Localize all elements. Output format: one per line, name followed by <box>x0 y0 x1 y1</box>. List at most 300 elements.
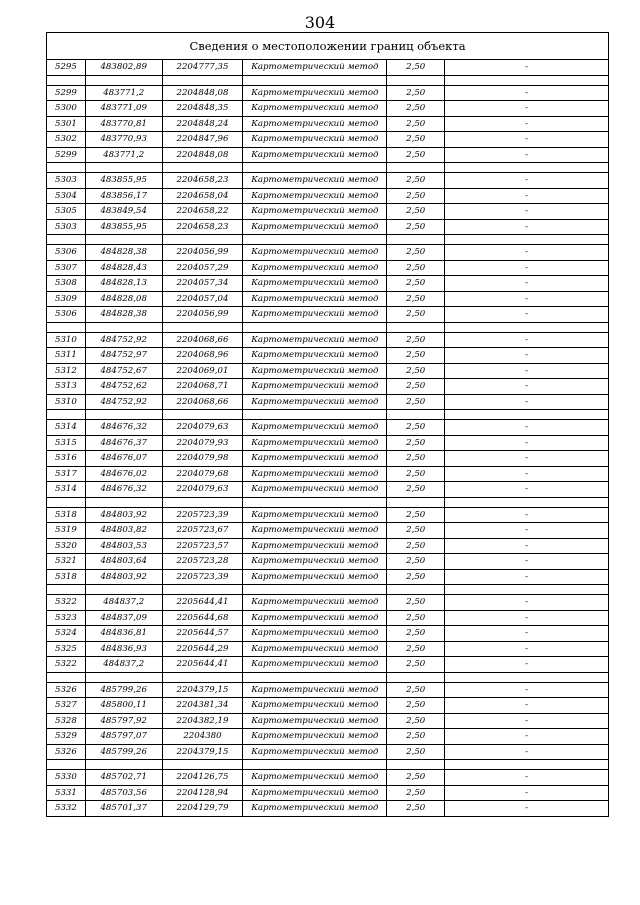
separator-cell <box>162 760 243 770</box>
accuracy-cell: 2,50 <box>387 744 445 760</box>
description-cell: - <box>445 291 609 307</box>
x-coordinate-cell: 485797,07 <box>85 729 162 745</box>
description-cell: - <box>445 307 609 323</box>
y-coordinate-cell: 2204380 <box>162 729 243 745</box>
description-cell: - <box>445 538 609 554</box>
method-cell: Картометрический метод <box>243 569 387 585</box>
accuracy-cell: 2,50 <box>387 523 445 539</box>
separator-cell <box>445 672 609 682</box>
point-number-cell: 5308 <box>47 276 86 292</box>
description-cell: - <box>445 245 609 261</box>
separator-cell <box>162 672 243 682</box>
accuracy-cell: 2,50 <box>387 173 445 189</box>
method-cell: Картометрический метод <box>243 657 387 673</box>
accuracy-cell: 2,50 <box>387 435 445 451</box>
method-cell: Картометрический метод <box>243 801 387 817</box>
point-number-cell: 5313 <box>47 379 86 395</box>
point-number-cell: 5330 <box>47 770 86 786</box>
point-number-cell: 5315 <box>47 435 86 451</box>
table-row <box>47 554 609 570</box>
x-coordinate-cell: 484803,92 <box>85 507 162 523</box>
separator-cell <box>162 322 243 332</box>
y-coordinate-cell: 2204777,35 <box>162 60 243 76</box>
method-cell: Картометрический метод <box>243 451 387 467</box>
point-number-cell: 5319 <box>47 523 86 539</box>
method-cell: Картометрический метод <box>243 379 387 395</box>
x-coordinate-cell: 484752,62 <box>85 379 162 395</box>
point-number-cell: 5322 <box>47 595 86 611</box>
accuracy-cell: 2,50 <box>387 348 445 364</box>
point-number-cell: 5320 <box>47 538 86 554</box>
point-number-cell: 5332 <box>47 801 86 817</box>
x-coordinate-cell: 483770,93 <box>85 132 162 148</box>
x-coordinate-cell: 483802,89 <box>85 60 162 76</box>
y-coordinate-cell: 2205723,57 <box>162 538 243 554</box>
method-cell: Картометрический метод <box>243 507 387 523</box>
y-coordinate-cell: 2205644,41 <box>162 657 243 673</box>
accuracy-cell: 2,50 <box>387 363 445 379</box>
group-separator-row <box>47 672 609 682</box>
table-row <box>47 729 609 745</box>
y-coordinate-cell: 2204079,63 <box>162 420 243 436</box>
separator-cell <box>445 585 609 595</box>
table-row <box>47 204 609 220</box>
y-coordinate-cell: 2204848,24 <box>162 116 243 132</box>
description-cell: - <box>445 132 609 148</box>
table-row <box>47 713 609 729</box>
table-row <box>47 785 609 801</box>
y-coordinate-cell: 2205723,39 <box>162 569 243 585</box>
point-number-cell: 5304 <box>47 188 86 204</box>
y-coordinate-cell: 2204658,22 <box>162 204 243 220</box>
x-coordinate-cell: 484676,02 <box>85 466 162 482</box>
separator-cell <box>243 760 387 770</box>
description-cell: - <box>445 394 609 410</box>
x-coordinate-cell: 485800,11 <box>85 698 162 714</box>
point-number-cell: 5328 <box>47 713 86 729</box>
table-row <box>47 60 609 76</box>
table-row <box>47 595 609 611</box>
table-row <box>47 770 609 786</box>
y-coordinate-cell: 2204068,66 <box>162 394 243 410</box>
table-row <box>47 626 609 642</box>
point-number-cell: 5316 <box>47 451 86 467</box>
table-row <box>47 538 609 554</box>
point-number-cell: 5314 <box>47 420 86 436</box>
table-row <box>47 85 609 101</box>
x-coordinate-cell: 483771,2 <box>85 147 162 163</box>
accuracy-cell: 2,50 <box>387 610 445 626</box>
x-coordinate-cell: 484837,2 <box>85 657 162 673</box>
point-number-cell: 5303 <box>47 219 86 235</box>
description-cell: - <box>445 348 609 364</box>
description-cell: - <box>445 554 609 570</box>
separator-cell <box>85 672 162 682</box>
group-separator-row <box>47 760 609 770</box>
separator-cell <box>47 672 86 682</box>
separator-cell <box>445 235 609 245</box>
separator-cell <box>85 235 162 245</box>
table-row <box>47 101 609 117</box>
method-cell: Картометрический метод <box>243 785 387 801</box>
accuracy-cell: 2,50 <box>387 307 445 323</box>
point-number-cell: 5318 <box>47 507 86 523</box>
separator-cell <box>445 497 609 507</box>
description-cell: - <box>445 657 609 673</box>
accuracy-cell: 2,50 <box>387 785 445 801</box>
point-number-cell: 5300 <box>47 101 86 117</box>
method-cell: Картометрический метод <box>243 348 387 364</box>
separator-cell <box>85 497 162 507</box>
point-number-cell: 5301 <box>47 116 86 132</box>
accuracy-cell: 2,50 <box>387 394 445 410</box>
y-coordinate-cell: 2204658,23 <box>162 173 243 189</box>
method-cell: Картометрический метод <box>243 116 387 132</box>
x-coordinate-cell: 484676,32 <box>85 482 162 498</box>
description-cell: - <box>445 116 609 132</box>
method-cell: Картометрический метод <box>243 332 387 348</box>
x-coordinate-cell: 484836,93 <box>85 641 162 657</box>
table-row <box>47 363 609 379</box>
description-cell: - <box>445 801 609 817</box>
point-number-cell: 5295 <box>47 60 86 76</box>
separator-cell <box>387 75 445 85</box>
accuracy-cell: 2,50 <box>387 626 445 642</box>
accuracy-cell: 2,50 <box>387 60 445 76</box>
table-row <box>47 260 609 276</box>
y-coordinate-cell: 2204068,66 <box>162 332 243 348</box>
accuracy-cell: 2,50 <box>387 729 445 745</box>
method-cell: Картометрический метод <box>243 523 387 539</box>
separator-cell <box>85 760 162 770</box>
x-coordinate-cell: 484752,67 <box>85 363 162 379</box>
table-row <box>47 641 609 657</box>
separator-cell <box>243 585 387 595</box>
table-row <box>47 801 609 817</box>
accuracy-cell: 2,50 <box>387 132 445 148</box>
y-coordinate-cell: 2204079,68 <box>162 466 243 482</box>
separator-cell <box>162 497 243 507</box>
accuracy-cell: 2,50 <box>387 260 445 276</box>
y-coordinate-cell: 2204848,08 <box>162 147 243 163</box>
separator-cell <box>243 497 387 507</box>
y-coordinate-cell: 2205644,29 <box>162 641 243 657</box>
accuracy-cell: 2,50 <box>387 698 445 714</box>
table-row <box>47 276 609 292</box>
x-coordinate-cell: 485799,26 <box>85 682 162 698</box>
description-cell: - <box>445 204 609 220</box>
accuracy-cell: 2,50 <box>387 641 445 657</box>
x-coordinate-cell: 484676,37 <box>85 435 162 451</box>
y-coordinate-cell: 2204056,99 <box>162 245 243 261</box>
method-cell: Картометрический метод <box>243 466 387 482</box>
y-coordinate-cell: 2204129,79 <box>162 801 243 817</box>
point-number-cell: 5324 <box>47 626 86 642</box>
method-cell: Картометрический метод <box>243 713 387 729</box>
separator-cell <box>387 235 445 245</box>
accuracy-cell: 2,50 <box>387 101 445 117</box>
description-cell: - <box>445 451 609 467</box>
point-number-cell: 5310 <box>47 394 86 410</box>
method-cell: Картометрический метод <box>243 641 387 657</box>
y-coordinate-cell: 2204381,34 <box>162 698 243 714</box>
description-cell: - <box>445 595 609 611</box>
accuracy-cell: 2,50 <box>387 116 445 132</box>
accuracy-cell: 2,50 <box>387 204 445 220</box>
method-cell: Картометрический метод <box>243 770 387 786</box>
description-cell: - <box>445 729 609 745</box>
description-cell: - <box>445 507 609 523</box>
table-row <box>47 482 609 498</box>
x-coordinate-cell: 484803,82 <box>85 523 162 539</box>
separator-cell <box>387 585 445 595</box>
separator-cell <box>47 75 86 85</box>
method-cell: Картометрический метод <box>243 394 387 410</box>
separator-cell <box>387 410 445 420</box>
description-cell: - <box>445 435 609 451</box>
point-number-cell: 5326 <box>47 744 86 760</box>
separator-cell <box>85 410 162 420</box>
x-coordinate-cell: 485702,71 <box>85 770 162 786</box>
method-cell: Картометрический метод <box>243 101 387 117</box>
accuracy-cell: 2,50 <box>387 713 445 729</box>
table-row <box>47 466 609 482</box>
description-cell: - <box>445 147 609 163</box>
method-cell: Картометрический метод <box>243 610 387 626</box>
method-cell: Картометрический метод <box>243 204 387 220</box>
separator-cell <box>387 322 445 332</box>
x-coordinate-cell: 484828,38 <box>85 245 162 261</box>
separator-cell <box>47 322 86 332</box>
y-coordinate-cell: 2204128,94 <box>162 785 243 801</box>
accuracy-cell: 2,50 <box>387 657 445 673</box>
description-cell: - <box>445 698 609 714</box>
separator-cell <box>243 322 387 332</box>
x-coordinate-cell: 483771,09 <box>85 101 162 117</box>
method-cell: Картометрический метод <box>243 307 387 323</box>
separator-cell <box>85 322 162 332</box>
accuracy-cell: 2,50 <box>387 801 445 817</box>
method-cell: Картометрический метод <box>243 554 387 570</box>
group-separator-row <box>47 163 609 173</box>
y-coordinate-cell: 2204057,29 <box>162 260 243 276</box>
separator-cell <box>445 410 609 420</box>
table-title-row <box>47 33 609 60</box>
description-cell: - <box>445 770 609 786</box>
description-cell: - <box>445 713 609 729</box>
description-cell: - <box>445 420 609 436</box>
separator-cell <box>445 163 609 173</box>
x-coordinate-cell: 484837,2 <box>85 595 162 611</box>
description-cell: - <box>445 188 609 204</box>
accuracy-cell: 2,50 <box>387 770 445 786</box>
x-coordinate-cell: 484752,97 <box>85 348 162 364</box>
table-row <box>47 291 609 307</box>
group-separator-row <box>47 75 609 85</box>
separator-cell <box>243 672 387 682</box>
description-cell: - <box>445 569 609 585</box>
separator-cell <box>85 75 162 85</box>
description-cell: - <box>445 85 609 101</box>
separator-cell <box>243 235 387 245</box>
description-cell: - <box>445 219 609 235</box>
y-coordinate-cell: 2204079,98 <box>162 451 243 467</box>
separator-cell <box>162 163 243 173</box>
table-row <box>47 523 609 539</box>
method-cell: Картометрический метод <box>243 219 387 235</box>
point-number-cell: 5312 <box>47 363 86 379</box>
y-coordinate-cell: 2204847,96 <box>162 132 243 148</box>
point-number-cell: 5307 <box>47 260 86 276</box>
method-cell: Картометрический метод <box>243 482 387 498</box>
description-cell: - <box>445 523 609 539</box>
y-coordinate-cell: 2205723,39 <box>162 507 243 523</box>
table-row <box>47 379 609 395</box>
table-title: Сведения о местоположении границ объекта <box>47 33 609 60</box>
method-cell: Картометрический метод <box>243 729 387 745</box>
boundary-coordinates-table <box>46 32 609 817</box>
point-number-cell: 5299 <box>47 85 86 101</box>
x-coordinate-cell: 485797,92 <box>85 713 162 729</box>
separator-cell <box>85 585 162 595</box>
y-coordinate-cell: 2204658,04 <box>162 188 243 204</box>
description-cell: - <box>445 173 609 189</box>
x-coordinate-cell: 484803,92 <box>85 569 162 585</box>
x-coordinate-cell: 484676,07 <box>85 451 162 467</box>
description-cell: - <box>445 482 609 498</box>
separator-cell <box>47 163 86 173</box>
y-coordinate-cell: 2205644,68 <box>162 610 243 626</box>
x-coordinate-cell: 485799,26 <box>85 744 162 760</box>
method-cell: Картометрический метод <box>243 363 387 379</box>
y-coordinate-cell: 2204848,35 <box>162 101 243 117</box>
accuracy-cell: 2,50 <box>387 85 445 101</box>
accuracy-cell: 2,50 <box>387 507 445 523</box>
point-number-cell: 5311 <box>47 348 86 364</box>
y-coordinate-cell: 2204848,08 <box>162 85 243 101</box>
point-number-cell: 5303 <box>47 173 86 189</box>
x-coordinate-cell: 484803,53 <box>85 538 162 554</box>
x-coordinate-cell: 484828,38 <box>85 307 162 323</box>
description-cell: - <box>445 682 609 698</box>
x-coordinate-cell: 484828,43 <box>85 260 162 276</box>
group-separator-row <box>47 497 609 507</box>
point-number-cell: 5306 <box>47 307 86 323</box>
accuracy-cell: 2,50 <box>387 466 445 482</box>
y-coordinate-cell: 2204069,01 <box>162 363 243 379</box>
table-row <box>47 435 609 451</box>
group-separator-row <box>47 410 609 420</box>
y-coordinate-cell: 2204068,96 <box>162 348 243 364</box>
point-number-cell: 5323 <box>47 610 86 626</box>
table-row <box>47 451 609 467</box>
method-cell: Картометрический метод <box>243 626 387 642</box>
point-number-cell: 5310 <box>47 332 86 348</box>
description-cell: - <box>445 626 609 642</box>
description-cell: - <box>445 744 609 760</box>
description-cell: - <box>445 466 609 482</box>
x-coordinate-cell: 484752,92 <box>85 394 162 410</box>
method-cell: Картометрический метод <box>243 698 387 714</box>
separator-cell <box>445 75 609 85</box>
separator-cell <box>243 163 387 173</box>
y-coordinate-cell: 2204057,34 <box>162 276 243 292</box>
separator-cell <box>243 75 387 85</box>
x-coordinate-cell: 483855,95 <box>85 219 162 235</box>
accuracy-cell: 2,50 <box>387 554 445 570</box>
separator-cell <box>162 585 243 595</box>
separator-cell <box>162 410 243 420</box>
x-coordinate-cell: 483856,17 <box>85 188 162 204</box>
group-separator-row <box>47 585 609 595</box>
method-cell: Картометрический метод <box>243 538 387 554</box>
x-coordinate-cell: 484837,09 <box>85 610 162 626</box>
accuracy-cell: 2,50 <box>387 291 445 307</box>
method-cell: Картометрический метод <box>243 682 387 698</box>
table-row <box>47 132 609 148</box>
point-number-cell: 5322 <box>47 657 86 673</box>
x-coordinate-cell: 484803,64 <box>85 554 162 570</box>
point-number-cell: 5299 <box>47 147 86 163</box>
point-number-cell: 5314 <box>47 482 86 498</box>
description-cell: - <box>445 363 609 379</box>
table-row <box>47 698 609 714</box>
method-cell: Картометрический метод <box>243 188 387 204</box>
y-coordinate-cell: 2204126,75 <box>162 770 243 786</box>
accuracy-cell: 2,50 <box>387 219 445 235</box>
x-coordinate-cell: 485701,37 <box>85 801 162 817</box>
method-cell: Картометрический метод <box>243 435 387 451</box>
description-cell: - <box>445 641 609 657</box>
point-number-cell: 5309 <box>47 291 86 307</box>
method-cell: Картометрический метод <box>243 245 387 261</box>
y-coordinate-cell: 2205644,41 <box>162 595 243 611</box>
y-coordinate-cell: 2204079,93 <box>162 435 243 451</box>
accuracy-cell: 2,50 <box>387 276 445 292</box>
method-cell: Картометрический метод <box>243 60 387 76</box>
table-row <box>47 348 609 364</box>
y-coordinate-cell: 2205644,57 <box>162 626 243 642</box>
y-coordinate-cell: 2204068,71 <box>162 379 243 395</box>
accuracy-cell: 2,50 <box>387 188 445 204</box>
point-number-cell: 5305 <box>47 204 86 220</box>
table-row <box>47 420 609 436</box>
description-cell: - <box>445 101 609 117</box>
y-coordinate-cell: 2204079,63 <box>162 482 243 498</box>
accuracy-cell: 2,50 <box>387 420 445 436</box>
separator-cell <box>387 672 445 682</box>
table-row <box>47 569 609 585</box>
x-coordinate-cell: 484828,08 <box>85 291 162 307</box>
separator-cell <box>47 497 86 507</box>
description-cell: - <box>445 610 609 626</box>
separator-cell <box>387 163 445 173</box>
y-coordinate-cell: 2204382,19 <box>162 713 243 729</box>
y-coordinate-cell: 2204056,99 <box>162 307 243 323</box>
point-number-cell: 5302 <box>47 132 86 148</box>
accuracy-cell: 2,50 <box>387 569 445 585</box>
separator-cell <box>387 497 445 507</box>
accuracy-cell: 2,50 <box>387 682 445 698</box>
x-coordinate-cell: 485703,56 <box>85 785 162 801</box>
x-coordinate-cell: 483771,2 <box>85 85 162 101</box>
accuracy-cell: 2,50 <box>387 595 445 611</box>
y-coordinate-cell: 2204379,15 <box>162 682 243 698</box>
table-row <box>47 147 609 163</box>
point-number-cell: 5331 <box>47 785 86 801</box>
method-cell: Картометрический метод <box>243 744 387 760</box>
group-separator-row <box>47 322 609 332</box>
